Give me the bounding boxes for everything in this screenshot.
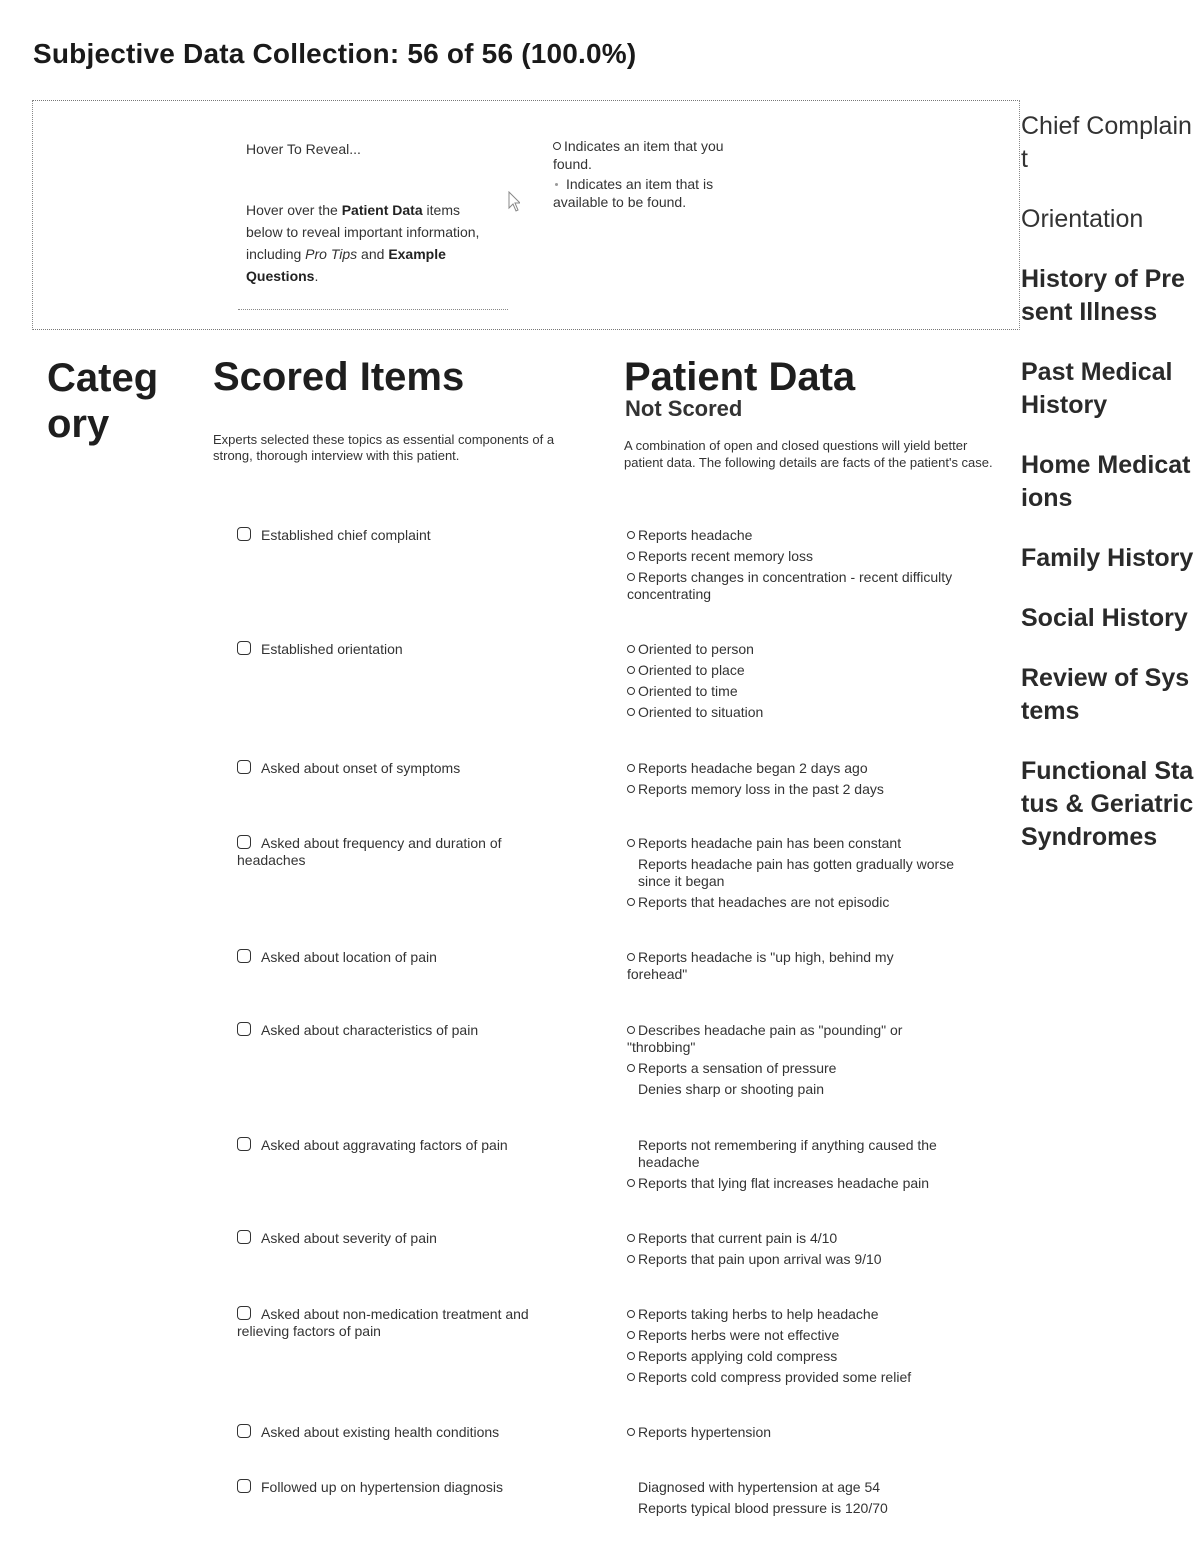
legend-available: Indicates an item that is available to be found.: [553, 176, 714, 210]
patient-data-description: A combination of open and closed questions will yield better patient data. The following details are facts of the patient's case.: [624, 438, 993, 470]
scored-item-checkbox[interactable]: [237, 1022, 251, 1036]
cursor-icon: [508, 191, 520, 213]
found-bullet-icon: [627, 785, 635, 793]
scored-item-checkbox[interactable]: [237, 1479, 251, 1493]
scored-item-checkbox[interactable]: [237, 835, 251, 849]
patient-data-item[interactable]: Diagnosed with hypertension at age 54: [638, 1479, 881, 1495]
sidebar-item-home-medications[interactable]: Home Medications: [1021, 451, 1191, 512]
found-bullet-icon: [627, 1373, 635, 1381]
sidebar-item-family-history[interactable]: Family History: [1021, 544, 1194, 572]
patient-data-item[interactable]: Reports typical blood pressure is 120/70: [638, 1500, 888, 1516]
scored-items-heading: Scored Items: [213, 355, 465, 399]
scored-item: Followed up on hypertension diagnosis: [237, 1479, 567, 1496]
patient-data-item[interactable]: Reports that headaches are not episodic: [627, 894, 957, 911]
patient-data-item[interactable]: Oriented to person: [627, 641, 957, 658]
scored-item-checkbox[interactable]: [237, 760, 251, 774]
patient-data-list: [627, 1424, 957, 1445]
scored-items-description: Experts selected these topics as essential components of a strong, thorough interview with this patient.: [213, 432, 555, 463]
scored-item: Asked about severity of pain: [237, 1230, 567, 1247]
scored-item: Asked about non-medication treatment and relieving factors of pain: [237, 1306, 529, 1339]
found-bullet-icon: [627, 898, 635, 906]
scored-item-checkbox[interactable]: [237, 641, 251, 655]
available-dot-icon: [555, 183, 558, 186]
found-bullet-icon: [627, 1428, 635, 1436]
found-bullet-icon: [627, 1255, 635, 1263]
scored-item: Asked about aggravating factors of pain: [237, 1137, 567, 1154]
hover-title: Hover To Reveal...: [246, 141, 361, 157]
patient-data-list: [627, 760, 957, 802]
scored-item: Established chief complaint: [237, 527, 567, 544]
divider: [238, 309, 508, 310]
patient-data-list: [627, 1022, 957, 1102]
found-bullet-icon: [627, 666, 635, 674]
patient-data-item[interactable]: Reports headache pain has been constant: [627, 835, 957, 852]
patient-data-item[interactable]: Reports a sensation of pressure: [627, 1060, 957, 1077]
patient-data-item[interactable]: Oriented to place: [627, 662, 957, 679]
found-bullet-icon: [627, 1331, 635, 1339]
patient-data-item[interactable]: Reports not remembering if anything caused the headache: [638, 1137, 937, 1170]
patient-data-item[interactable]: Reports headache pain has gotten gradually worse since it began: [638, 856, 954, 889]
scored-item-checkbox[interactable]: [237, 1424, 251, 1438]
patient-data-item[interactable]: Reports herbs were not effective: [627, 1327, 957, 1344]
patient-data-item[interactable]: Reports hypertension: [627, 1424, 957, 1441]
sidebar-item-history-present-illness[interactable]: History of Present Illness: [1021, 265, 1185, 326]
scored-item: Asked about existing health conditions: [237, 1424, 567, 1441]
found-bullet-icon: [627, 1179, 635, 1187]
found-bullet-icon: [627, 953, 635, 961]
patient-data-item[interactable]: Denies sharp or shooting pain: [638, 1081, 825, 1097]
legend-found: Indicates an item that you found.: [553, 138, 724, 172]
patient-data-list: [627, 949, 957, 987]
patient-data-item[interactable]: Reports that lying flat increases headache pain: [627, 1175, 957, 1192]
category-heading: Category: [47, 356, 159, 446]
scored-item: Asked about location of pain: [237, 949, 567, 966]
found-bullet-icon: [627, 687, 635, 695]
patient-data-list: [627, 1230, 957, 1272]
patient-data-heading: Patient Data: [624, 355, 856, 399]
patient-data-item[interactable]: Reports cold compress provided some relief: [627, 1369, 957, 1386]
patient-data-list: [627, 527, 957, 607]
patient-data-item[interactable]: Reports memory loss in the past 2 days: [627, 781, 957, 798]
patient-data-item[interactable]: Reports headache: [627, 527, 957, 544]
found-bullet-icon: [627, 1026, 635, 1034]
legend-list: [553, 137, 763, 213]
patient-data-item[interactable]: Reports recent memory loss: [627, 548, 957, 565]
scored-item-checkbox[interactable]: [237, 1306, 251, 1320]
page-title: Subjective Data Collection: 56 of 56 (100.0%): [33, 38, 637, 69]
scored-item-checkbox[interactable]: [237, 1137, 251, 1151]
patient-data-list: [627, 1137, 957, 1196]
scored-item-checkbox[interactable]: [237, 527, 251, 541]
patient-data-item[interactable]: Reports applying cold compress: [627, 1348, 957, 1365]
patient-data-item[interactable]: Reports that pain upon arrival was 9/10: [627, 1251, 957, 1268]
found-bullet-icon: [627, 552, 635, 560]
sidebar-item-social-history[interactable]: Social History: [1021, 604, 1188, 632]
found-bullet-icon: [627, 645, 635, 653]
found-bullet-icon: [627, 764, 635, 772]
patient-data-list: [627, 1479, 957, 1521]
scored-item: Asked about frequency and duration of headaches: [237, 835, 502, 868]
scored-item: Established orientation: [237, 641, 567, 658]
patient-data-item[interactable]: Oriented to time: [627, 683, 957, 700]
found-bullet-icon: [627, 1310, 635, 1318]
sidebar-item-past-medical-history[interactable]: Past Medical History: [1021, 358, 1173, 419]
sidebar-item-review-of-systems[interactable]: Review of Systems: [1021, 664, 1190, 725]
found-bullet-icon: [553, 142, 561, 150]
patient-data-item[interactable]: Reports headache is "up high, behind my forehead": [627, 949, 894, 982]
patient-data-list: [627, 835, 957, 915]
found-bullet-icon: [627, 1064, 635, 1072]
sidebar-item-functional-status[interactable]: Functional Status & Geriatric Syndromes: [1021, 757, 1194, 851]
hover-instructions: Hover over the Patient Data items below to reveal important information, including Pro Tips and Example Questions.: [246, 202, 480, 284]
sidebar-item-orientation[interactable]: Orientation: [1021, 205, 1144, 233]
not-scored-subheading: Not Scored: [625, 396, 743, 421]
found-bullet-icon: [627, 708, 635, 716]
category-sidebar: [1021, 110, 1196, 881]
patient-data-list: [627, 641, 957, 725]
found-bullet-icon: [627, 573, 635, 581]
legend-panel: [32, 100, 1020, 330]
patient-data-item[interactable]: Describes headache pain as "pounding" or "throbbing": [627, 1022, 903, 1055]
found-bullet-icon: [627, 531, 635, 539]
patient-data-list: [627, 1306, 957, 1390]
found-bullet-icon: [627, 839, 635, 847]
scored-item-checkbox[interactable]: [237, 1230, 251, 1244]
found-bullet-icon: [627, 1234, 635, 1242]
sidebar-item-chief-complaint[interactable]: Chief Complaint: [1021, 112, 1192, 173]
scored-item: Asked about characteristics of pain: [237, 1022, 567, 1039]
scored-item: Asked about onset of symptoms: [237, 760, 567, 777]
patient-data-item[interactable]: Reports that current pain is 4/10: [627, 1230, 957, 1247]
patient-data-item[interactable]: Reports changes in concentration - recent difficulty concentrating: [627, 569, 953, 602]
found-bullet-icon: [627, 1352, 635, 1360]
patient-data-item[interactable]: Reports headache began 2 days ago: [627, 760, 957, 777]
patient-data-item[interactable]: Reports taking herbs to help headache: [627, 1306, 957, 1323]
patient-data-item[interactable]: Oriented to situation: [627, 704, 957, 721]
scored-item-checkbox[interactable]: [237, 949, 251, 963]
